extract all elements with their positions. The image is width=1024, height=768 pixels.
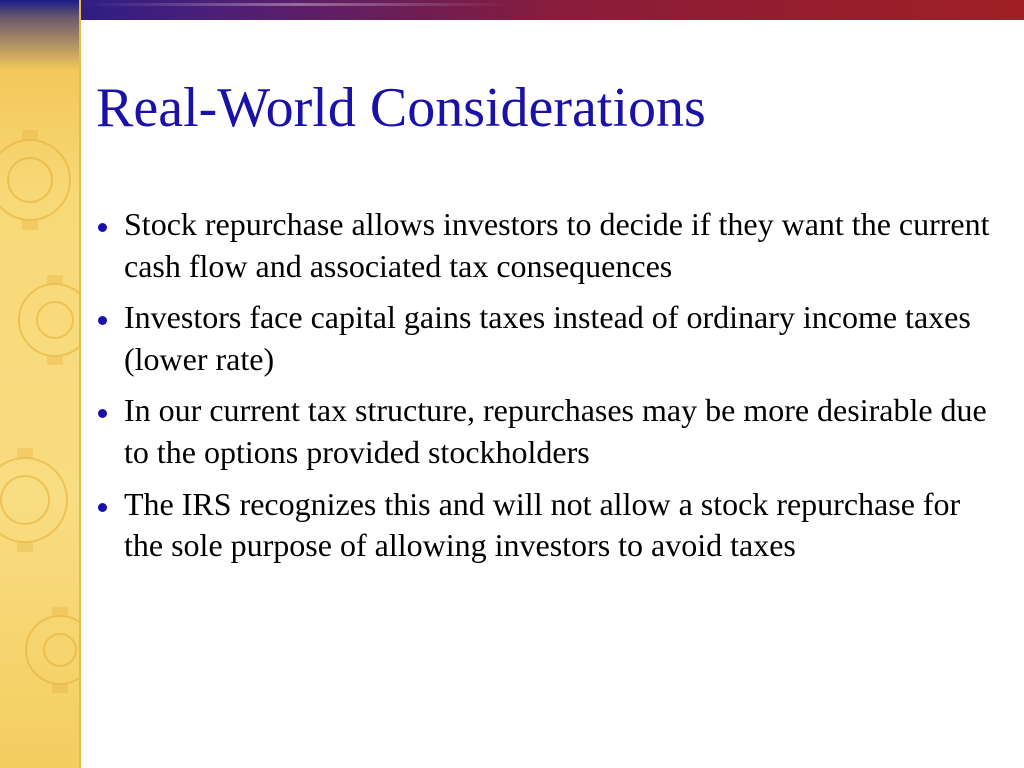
bullet-item	[96, 390, 996, 473]
bullet-dot-icon	[98, 316, 107, 325]
bullet-text: Stock repurchase allows investors to decide if they want the current cash flow and associated tax consequences	[124, 206, 990, 284]
bullet-list	[96, 204, 996, 577]
slide-title: Real-World Considerations	[96, 77, 706, 139]
bullet-text: The IRS recognizes this and will not allow a stock repurchase for the sole purpose of allowing investors to avoid taxes	[124, 485, 961, 564]
bullet-text: Investors face capital gains taxes instead of ordinary income taxes (lower rate)	[124, 299, 971, 377]
bullet-item	[96, 204, 996, 287]
bullet-dot-icon	[98, 409, 107, 418]
decorative-side-strip	[0, 0, 81, 768]
bullet-item	[96, 484, 996, 567]
side-strip-edge	[79, 0, 81, 768]
top-banner-bar	[0, 0, 1024, 20]
bullet-text: In our current tax structure, repurchases may be more desirable due to the options provided stockholders	[124, 392, 987, 470]
bullet-item	[96, 297, 996, 380]
bullet-dot-icon	[98, 503, 107, 512]
banner-sheen	[82, 3, 512, 6]
gear-pattern-decoration	[0, 0, 81, 768]
bullet-dot-icon	[98, 223, 107, 232]
